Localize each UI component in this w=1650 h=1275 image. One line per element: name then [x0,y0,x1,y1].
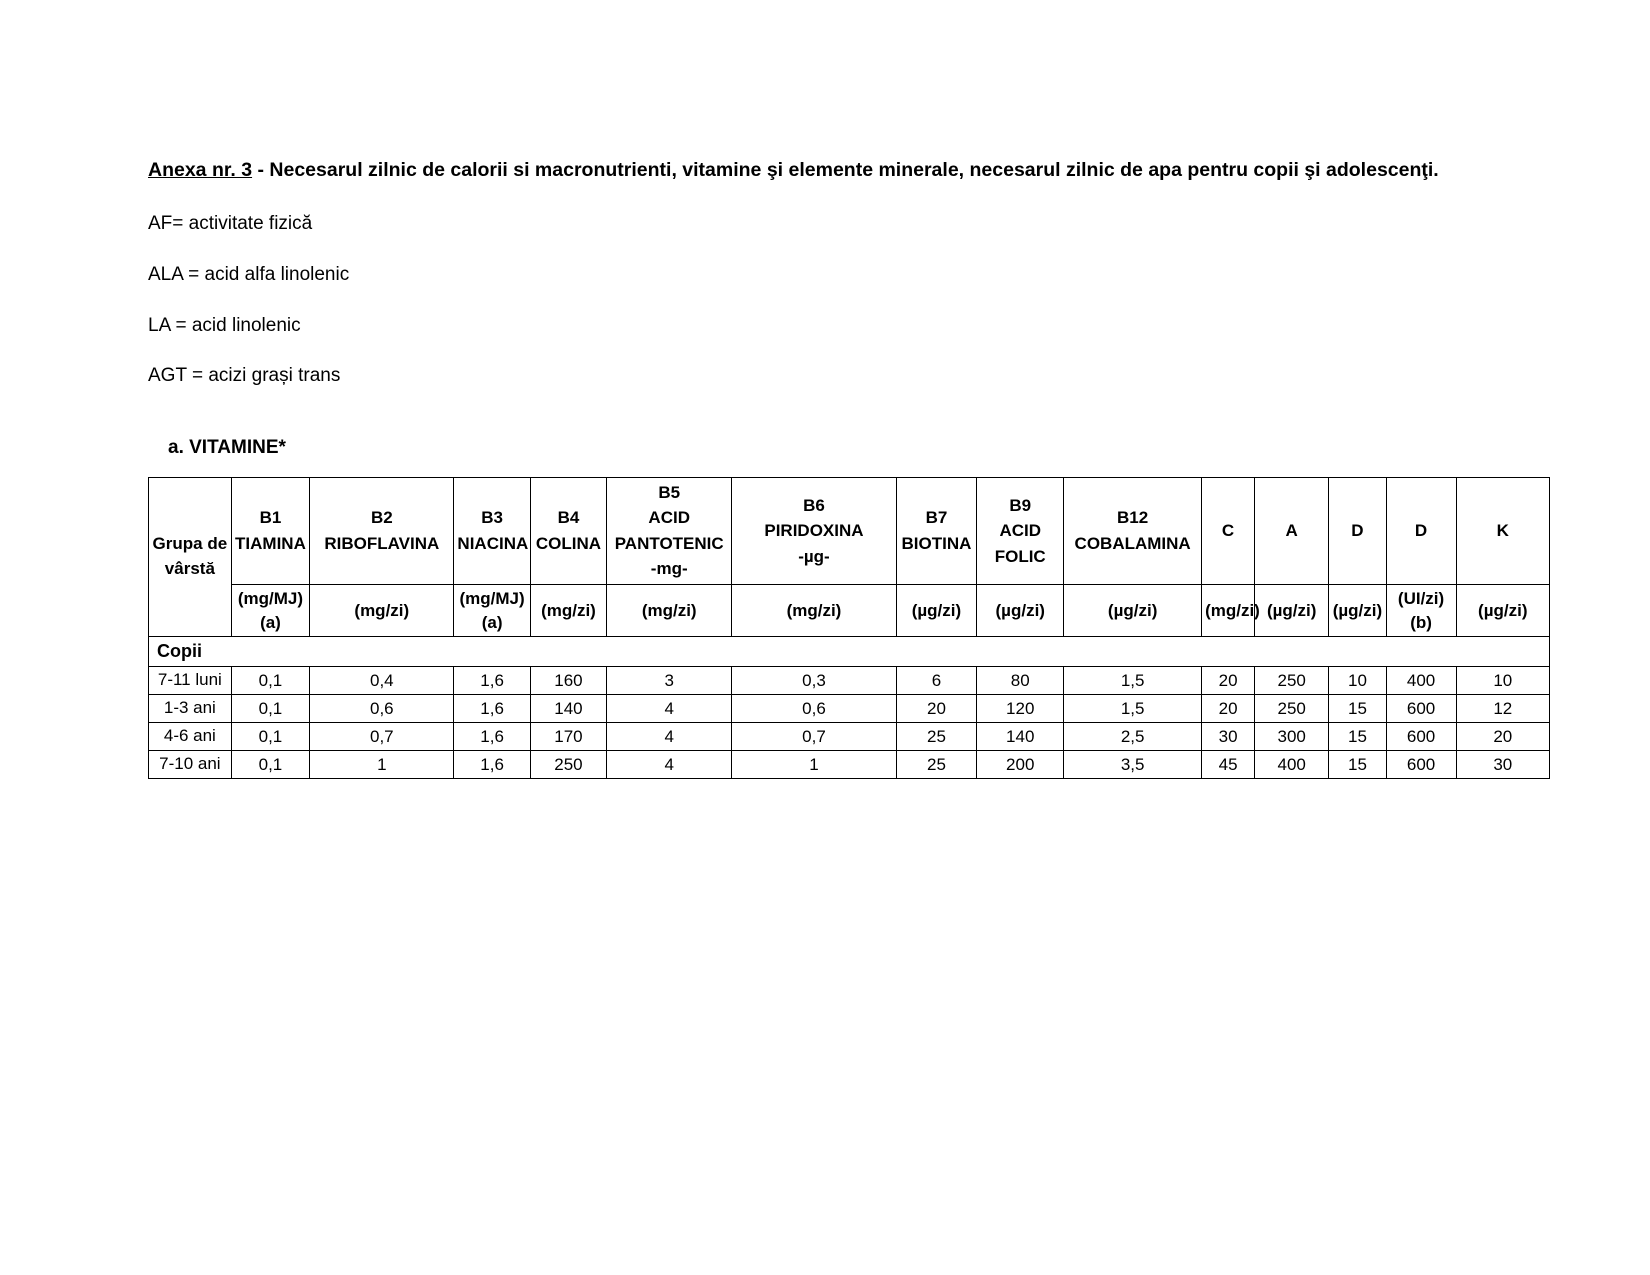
column-header-age-group: Grupa de vârstă [149,477,232,637]
unit-b2: (mg/zi) [310,584,454,637]
section-title-vitamine: a. VITAMINE* [168,436,286,458]
abbreviation-af: AF= activitate fizică [148,213,313,235]
column-name-b2: RIBOFLAVINA [324,533,440,553]
column-header-b7 [896,477,977,584]
column-code-d-ui: D [1414,521,1428,541]
cell-k: 20 [1456,723,1549,751]
abbreviation-agt: AGT = acizi grași trans [148,365,341,387]
column-header-b2 [310,477,454,584]
abbreviation-la: LA = acid linolenic [148,314,301,336]
cell-b6: 0,6 [732,695,896,723]
cell-b6: 0,3 [732,667,896,695]
column-header-a [1255,477,1329,584]
cell-a: 250 [1255,695,1329,723]
cell-b9: 120 [977,695,1064,723]
cell-b7: 25 [896,751,977,779]
cell-a: 300 [1255,723,1329,751]
unit-c: (mg/zi) [1202,584,1255,637]
cell-b2: 1 [310,751,454,779]
cell-k: 10 [1456,667,1549,695]
cell-k: 12 [1456,695,1549,723]
cell-b1: 0,1 [231,695,309,723]
column-header-d-ug [1329,477,1386,584]
cell-b4: 170 [530,723,606,751]
cell-b7: 6 [896,667,977,695]
vitamins-table [148,477,1550,779]
row-label: 1-3 ani [149,695,232,723]
column-code-b3: B3 [481,508,503,528]
cell-d-ui: 600 [1386,723,1456,751]
unit-d-ug: (µg/zi) [1329,584,1386,637]
cell-c: 20 [1202,695,1255,723]
column-header-b3 [454,477,530,584]
unit-b9: (µg/zi) [977,584,1064,637]
cell-b12: 3,5 [1064,751,1202,779]
cell-b3: 1,6 [454,695,530,723]
column-header-d-ui [1386,477,1456,584]
column-extra-b5: -mg- [650,559,688,579]
table-header-row-main [149,477,1550,584]
column-header-k [1456,477,1549,584]
cell-b3: 1,6 [454,667,530,695]
column-name-b9: ACID FOLIC [994,521,1046,566]
unit-b6: (mg/zi) [732,584,896,637]
cell-b7: 20 [896,695,977,723]
row-label: 4-6 ani [149,723,232,751]
column-code-d-ug: D [1351,521,1364,541]
column-name-b5: ACID PANTOTENIC [614,508,724,553]
column-name-b7: BIOTINA [901,533,972,553]
row-label: 7-10 ani [149,751,232,779]
cell-b1: 0,1 [231,667,309,695]
cell-k: 30 [1456,751,1549,779]
table-row [149,751,1550,779]
cell-d-ug: 10 [1329,667,1386,695]
cell-b12: 1,5 [1064,667,1202,695]
cell-d-ug: 15 [1329,751,1386,779]
column-code-c: C [1221,521,1235,541]
column-code-a: A [1285,521,1298,541]
unit-b7: (µg/zi) [896,584,977,637]
column-code-b2: B2 [370,508,393,528]
column-name-b4: COLINA [535,533,602,553]
row-label: 7-11 luni [149,667,232,695]
abbreviation-ala: ALA = acid alfa linolenic [148,263,350,285]
unit-d-ui: (UI/zi)(b) [1386,584,1456,637]
cell-b4: 160 [530,667,606,695]
cell-b5: 4 [607,751,732,779]
cell-d-ui: 400 [1386,667,1456,695]
column-header-b5 [607,477,732,584]
cell-b5: 4 [607,723,732,751]
column-name-b3: NIACINA [457,533,529,553]
unit-b3: (mg/MJ)(a) [454,584,530,637]
cell-b9: 140 [977,723,1064,751]
group-label-copii: Copii [149,637,1550,667]
column-code-b1: B1 [259,508,282,528]
cell-b2: 0,7 [310,723,454,751]
unit-b5: (mg/zi) [607,584,732,637]
cell-b3: 1,6 [454,723,530,751]
cell-b7: 25 [896,723,977,751]
column-header-b4 [530,477,606,584]
column-header-b1 [231,477,309,584]
page-title [148,155,1518,185]
column-code-k: K [1496,521,1509,541]
column-name-b6: PIRIDOXINA [764,521,864,541]
cell-b4: 250 [530,751,606,779]
column-code-b5: B5 [658,482,681,502]
column-header-b12 [1064,477,1202,584]
unit-k: (µg/zi) [1456,584,1549,637]
unit-a: (µg/zi) [1255,584,1329,637]
column-name-b1: TIAMINA [235,533,306,553]
cell-b9: 200 [977,751,1064,779]
column-name-b12: COBALAMINA [1074,533,1191,553]
table-header-row-units [149,584,1550,637]
table-row [149,667,1550,695]
column-code-b9: B9 [1009,495,1032,515]
cell-b9: 80 [977,667,1064,695]
cell-c: 45 [1202,751,1255,779]
cell-b6: 1 [732,751,896,779]
column-code-b7: B7 [925,508,948,528]
column-code-b12: B12 [1117,508,1149,528]
cell-d-ug: 15 [1329,695,1386,723]
cell-d-ug: 15 [1329,723,1386,751]
cell-b4: 140 [530,695,606,723]
cell-b1: 0,1 [231,751,309,779]
cell-b1: 0,1 [231,723,309,751]
table-row [149,695,1550,723]
unit-b12: (µg/zi) [1064,584,1202,637]
cell-b5: 3 [607,667,732,695]
cell-c: 20 [1202,667,1255,695]
cell-b12: 2,5 [1064,723,1202,751]
column-code-b6: B6 [803,495,825,515]
unit-b1: (mg/MJ)(a) [231,584,309,637]
unit-b4: (mg/zi) [530,584,606,637]
cell-a: 250 [1255,667,1329,695]
column-header-b9 [977,477,1064,584]
cell-b6: 0,7 [732,723,896,751]
cell-d-ui: 600 [1386,695,1456,723]
column-code-b4: B4 [557,508,580,528]
cell-a: 400 [1255,751,1329,779]
annex-number: Anexa nr. 3 [148,159,253,181]
column-extra-b6: -µg- [798,546,830,566]
cell-d-ui: 600 [1386,751,1456,779]
cell-b3: 1,6 [454,751,530,779]
cell-b5: 4 [607,695,732,723]
cell-b2: 0,6 [310,695,454,723]
cell-c: 30 [1202,723,1255,751]
page-title-text: - Necesarul zilnic de calorii si macronutrienti, vitamine şi elemente minerale, necesarul zilnic de apa pentru copii şi adolescenţi. [252,159,1439,181]
column-header-c [1202,477,1255,584]
table-row [149,723,1550,751]
cell-b12: 1,5 [1064,695,1202,723]
column-header-b6 [732,477,896,584]
cell-b2: 0,4 [310,667,454,695]
table-group-row [149,637,1550,667]
